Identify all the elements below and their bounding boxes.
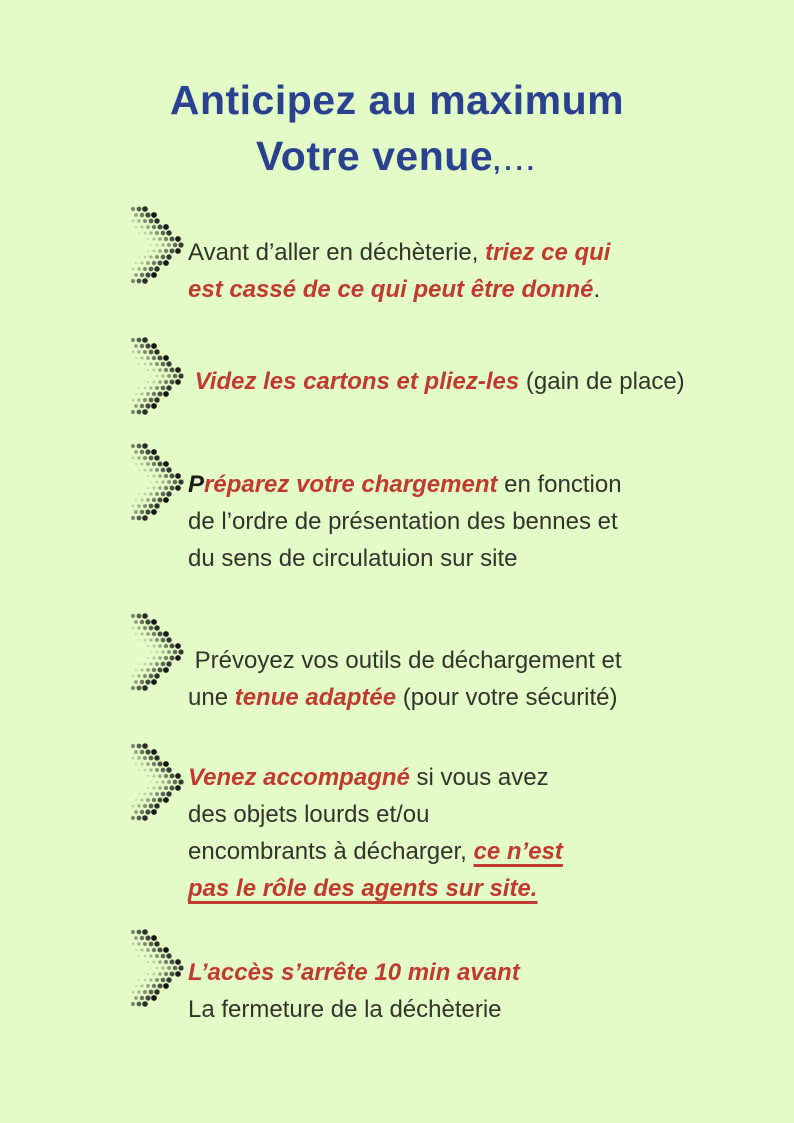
text-segment: P bbox=[188, 471, 205, 498]
text-segment: est cassé de ce qui peut être donné bbox=[188, 276, 594, 303]
bullet-text bbox=[188, 466, 622, 577]
text-segment: si vous avez bbox=[409, 764, 549, 791]
bullet-line bbox=[188, 870, 563, 907]
title-line-2-suffix: ,... bbox=[493, 146, 539, 176]
bullet-line bbox=[188, 833, 563, 870]
text-segment: encombrants à décharger, bbox=[188, 838, 474, 865]
title-line-2-main: Votre venue bbox=[255, 133, 494, 179]
text-segment: (pour votre sécurité) bbox=[396, 684, 618, 711]
text-segment: Videz les cartons et pliez-les bbox=[188, 368, 520, 395]
bullet-line bbox=[188, 363, 685, 400]
halftone-arrow-icon bbox=[131, 443, 189, 521]
text-segment: une bbox=[188, 684, 235, 711]
bullet-text bbox=[188, 642, 622, 716]
page-title bbox=[0, 72, 794, 189]
bullet-line bbox=[188, 991, 520, 1028]
text-segment: tenue adaptée bbox=[234, 684, 397, 711]
halftone-arrow-icon bbox=[131, 929, 189, 1007]
halftone-arrow-icon bbox=[131, 613, 189, 691]
text-segment: Prévoyez vos outils de déchargement et bbox=[188, 647, 622, 674]
text-segment: (gain de place) bbox=[519, 368, 685, 395]
bullet-line bbox=[188, 540, 622, 577]
bullet-line bbox=[188, 796, 563, 833]
halftone-arrow-icon bbox=[131, 337, 189, 415]
bullet-line bbox=[188, 642, 622, 679]
text-segment: La fermeture de la déchèterie bbox=[188, 996, 502, 1023]
bullet-text bbox=[188, 954, 520, 1028]
text-segment: triez ce qui bbox=[485, 239, 611, 266]
bullet-line bbox=[188, 234, 610, 271]
bullet-line bbox=[188, 271, 610, 308]
bullet-text bbox=[188, 759, 563, 907]
bullet-line bbox=[188, 679, 622, 716]
text-segment: réparez votre chargement bbox=[204, 471, 498, 498]
bullet-line bbox=[188, 759, 563, 796]
text-segment: . bbox=[593, 276, 601, 303]
bullet-text bbox=[188, 234, 610, 308]
text-segment: des objets lourds et/ou bbox=[188, 801, 430, 828]
text-segment: Venez accompagné bbox=[188, 764, 410, 791]
text-segment: de l’ordre de présentation des bennes et bbox=[188, 508, 618, 535]
text-segment: L’accès s’arrête 10 min avant bbox=[188, 959, 520, 986]
halftone-arrow-icon bbox=[131, 206, 189, 284]
text-segment: en fonction bbox=[497, 471, 622, 498]
title-line-1: Anticipez au maximum bbox=[169, 77, 625, 123]
text-segment: du sens de circulatuion sur site bbox=[188, 545, 518, 572]
text-segment: ce n’est bbox=[473, 838, 563, 865]
bullet-line bbox=[188, 954, 520, 991]
text-segment: pas le rôle des agents sur site. bbox=[188, 875, 538, 902]
text-segment: Avant d’aller en déchèterie, bbox=[188, 239, 486, 266]
bullet-text bbox=[188, 363, 685, 400]
title-line-2 bbox=[0, 128, 794, 189]
bullet-line bbox=[188, 503, 622, 540]
bullet-line bbox=[188, 466, 622, 503]
halftone-arrow-icon bbox=[131, 743, 189, 821]
